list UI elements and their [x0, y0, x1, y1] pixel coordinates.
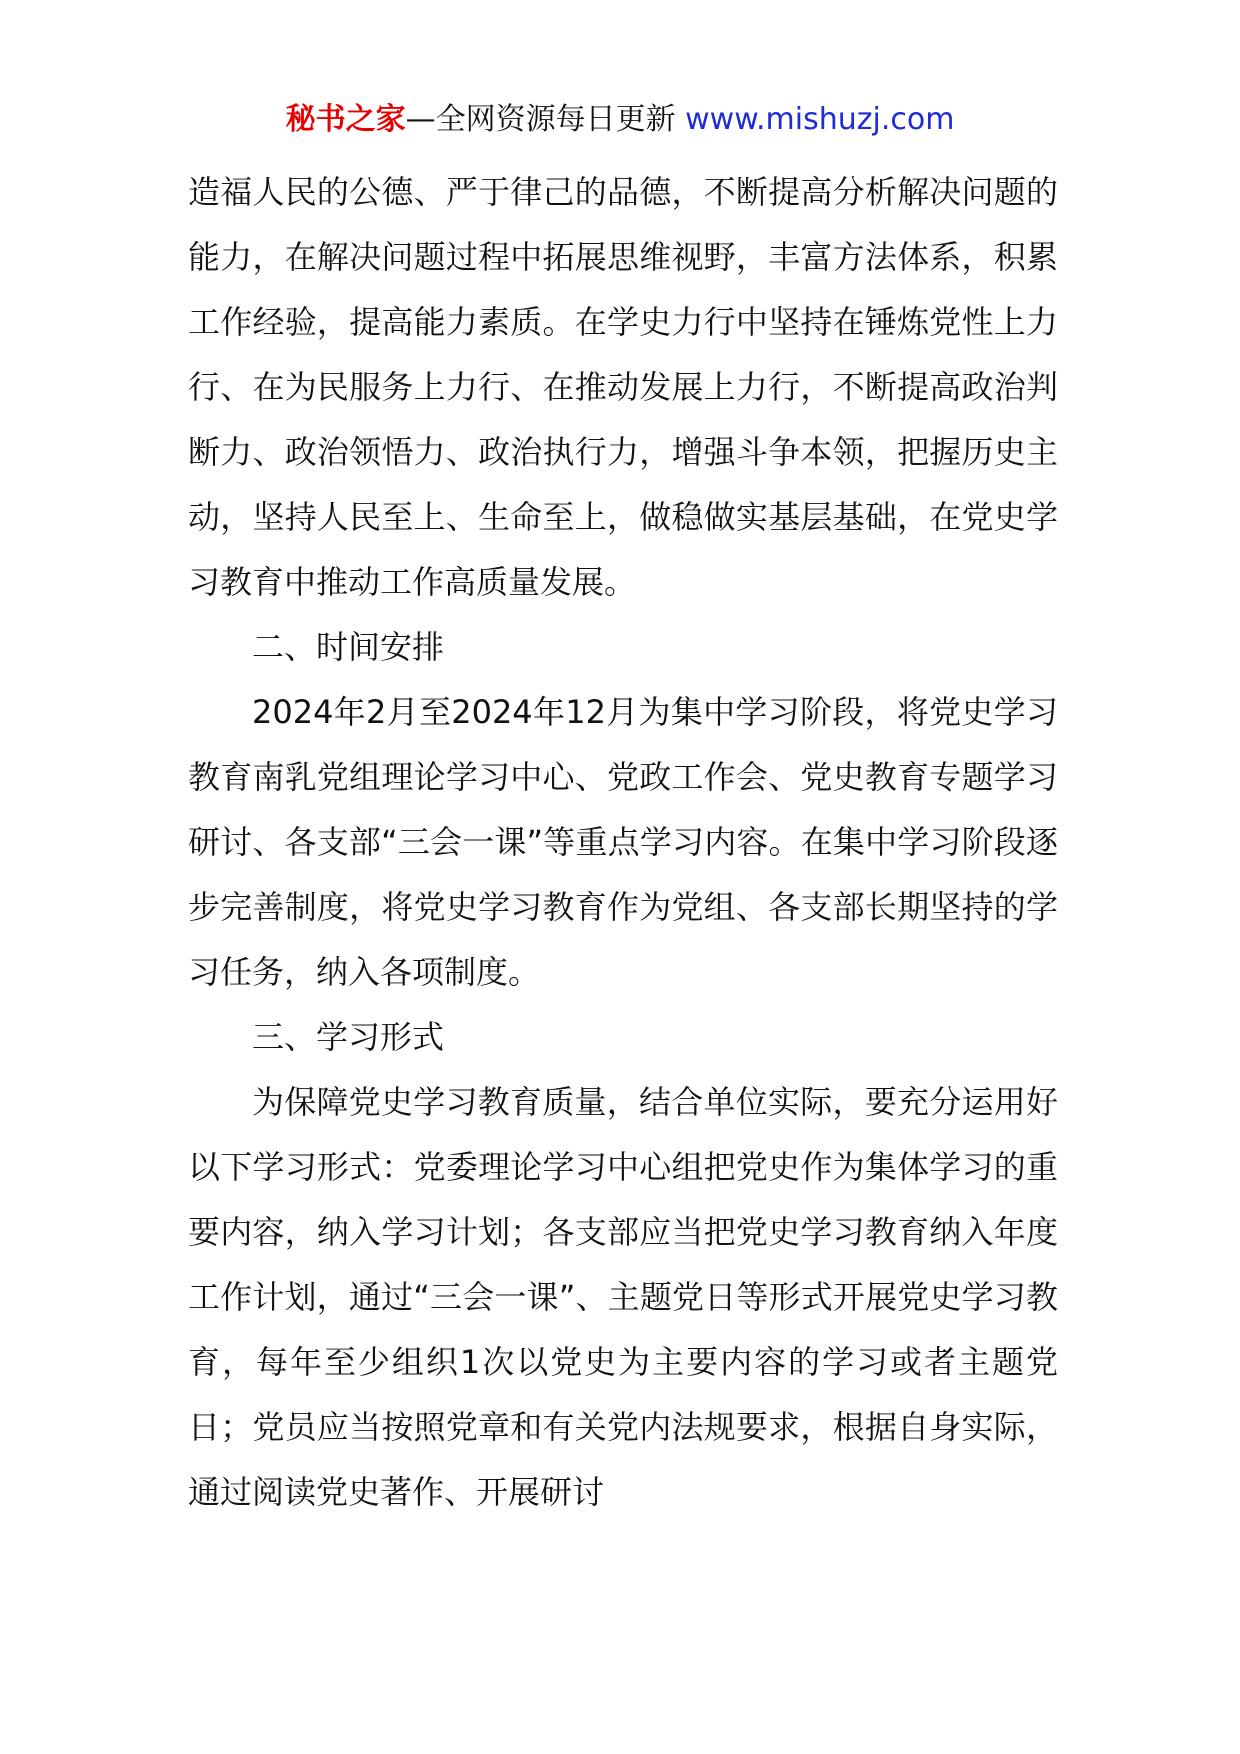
section-heading-schedule: 二、时间安排	[252, 628, 445, 666]
header-brand: 秘书之家	[285, 102, 406, 137]
page-header	[0, 100, 1240, 140]
body-paragraph-continued: 造福人民的公德、严于律己的品德，不断提高分析解决问题的能力，在解决问题过程中拓展思维视野，丰富方法体系，积累工作经验，提高能力素质。在学史力行中坚持在锤炼党性上力行、在为民服务上力行、在推动发展上力行，不断提高政治判断力、政治领悟力、政治执行力，增强斗争本领，把握历史主动，坚持人民至上、生命至上，做稳做实基层基础，在党史学习教育中推动工作高质量发展。	[188, 173, 1058, 601]
body-paragraph-schedule: 2024年2月至2024年12月为集中学习阶段，将党史学习教育南乳党组理论学习中心、党政工作会、党史教育专题学习研讨、各支部“三会一课”等重点学习内容。在集中学习阶段逐步完善制度，将党史学习教育作为党组、各支部长期坚持的学习任务，纳入各项制度。	[188, 693, 1058, 991]
document-body	[188, 160, 1058, 1525]
body-paragraph-learning-forms: 为保障党史学习教育质量，结合单位实际，要充分运用好以下学习形式：党委理论学习中心组把党史作为集体学习的重要内容，纳入学习计划；各支部应当把党史学习教育纳入年度工作计划，通过“三会一课”、主题党日等形式开展党史学习教育，每年至少组织1次以党史为主要内容的学习或者主题党日；党员应当按照党章和有关党内法规要求，根据自身实际，通过阅读党史著作、开展研讨	[188, 1083, 1058, 1511]
header-tagline: —全网资源每日更新	[405, 102, 686, 137]
header-url-link[interactable]: www.mishuzj.com	[685, 102, 955, 137]
section-heading-learning-forms: 三、学习形式	[252, 1018, 445, 1056]
